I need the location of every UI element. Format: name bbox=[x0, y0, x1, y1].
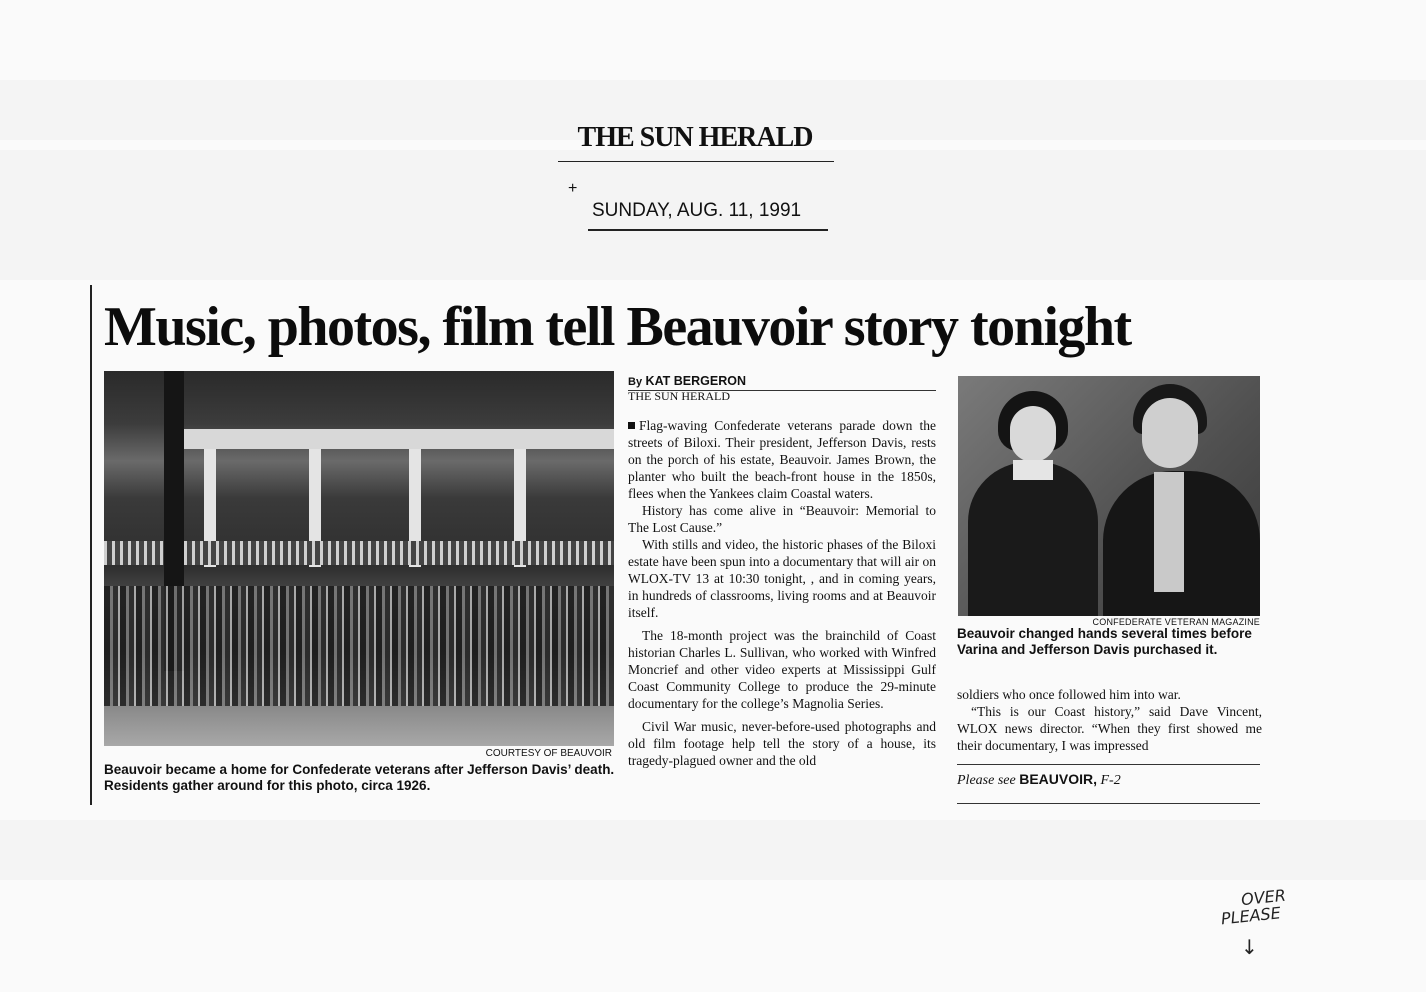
publication-date: SUNDAY, AUG. 11, 1991 bbox=[592, 200, 802, 221]
continuation-rule-top bbox=[957, 764, 1260, 765]
portrait-man-face bbox=[1142, 398, 1198, 468]
bleed-through-band bbox=[0, 820, 1426, 880]
article-paragraph: History has come alive in “Beauvoir: Memorial to The Lost Cause.” bbox=[628, 503, 936, 535]
byline bbox=[628, 374, 746, 388]
continuation-rule-bottom bbox=[957, 803, 1260, 804]
date-rule bbox=[588, 229, 828, 231]
article-paragraph: Flag-waving Confederate veterans parade down the streets of Biloxi. Their president, Jefferson Davis, rests on the porch of his estate, Beauvoir. James Brown, the planter who built the beach-front house in the 1850s, flees when the Yankees claim Coastal waters. bbox=[628, 418, 936, 501]
article-paragraph: “This is our Coast history,” said Dave Vincent, WLOX news director. “When they first showed me their documentary, I was impressed bbox=[957, 704, 1262, 753]
continuation-line: Please see BEAUVOIR, F-2 bbox=[957, 771, 1121, 788]
portrait-woman-dress bbox=[968, 462, 1098, 616]
continuation-target: BEAUVOIR, bbox=[1019, 771, 1097, 787]
down-arrow-icon: ↓ bbox=[1241, 935, 1258, 959]
portrait-caption: Beauvoir changed hands several times before Varina and Jefferson Davis purchased it. bbox=[957, 626, 1252, 657]
article-right-column bbox=[957, 686, 1262, 754]
davis-portrait-photo bbox=[958, 376, 1260, 616]
masthead-rule bbox=[558, 161, 834, 162]
photo-caption: Beauvoir became a home for Confederate veterans after Jefferson Davis’ death. Residents gather around for this photo, circa 1926. bbox=[104, 762, 615, 793]
clipping-left-rule bbox=[90, 285, 92, 805]
bullet-square-icon bbox=[628, 422, 635, 429]
cross-mark: + bbox=[568, 180, 578, 197]
article-body-column bbox=[628, 417, 936, 769]
article-headline: Music, photos, film tell Beauvoir story tonight bbox=[104, 296, 1131, 358]
byline-author: KAT BERGERON bbox=[645, 374, 747, 388]
portrait-man-shirt bbox=[1154, 472, 1184, 592]
handwritten-note: OVER PLEASE bbox=[1220, 885, 1287, 929]
photo-crowd bbox=[104, 586, 614, 706]
article-paragraph: Civil War music, never-before-used photographs and old film footage help tell the story of a house, its tragedy-plagued owner and the old bbox=[628, 719, 936, 768]
article-paragraph: With stills and video, the historic phases of the Biloxi estate have been spun into a documentary that will air on WLOX-TV 13 at 10:30 tonight, , and in coming years, in hundreds of classrooms, living rooms and at Beauvoir itself. bbox=[628, 537, 936, 620]
portrait-credit: CONFEDERATE VETERAN MAGAZINE bbox=[1092, 617, 1260, 627]
portrait-woman-face bbox=[1010, 406, 1056, 462]
portrait-woman-collar bbox=[1013, 460, 1053, 480]
article-paragraph: soldiers who once followed him into war. bbox=[957, 687, 1181, 702]
byline-organization: THE SUN HERALD bbox=[628, 389, 730, 403]
photo-credit: COURTESY OF BEAUVOIR bbox=[485, 748, 612, 759]
article-paragraph: The 18-month project was the brainchild of Coast historian Charles L. Sullivan, who worked with Winfred Moncrief and other video experts at Mississippi Gulf Coast Community College to produce the 29-minute documentary for the college’s Magnolia Series. bbox=[628, 628, 936, 711]
veterans-group-photo bbox=[104, 371, 614, 746]
byline-prefix: By bbox=[628, 376, 643, 388]
photo-house-eave bbox=[174, 429, 614, 449]
newspaper-masthead: THE SUN HERALD bbox=[577, 122, 813, 153]
